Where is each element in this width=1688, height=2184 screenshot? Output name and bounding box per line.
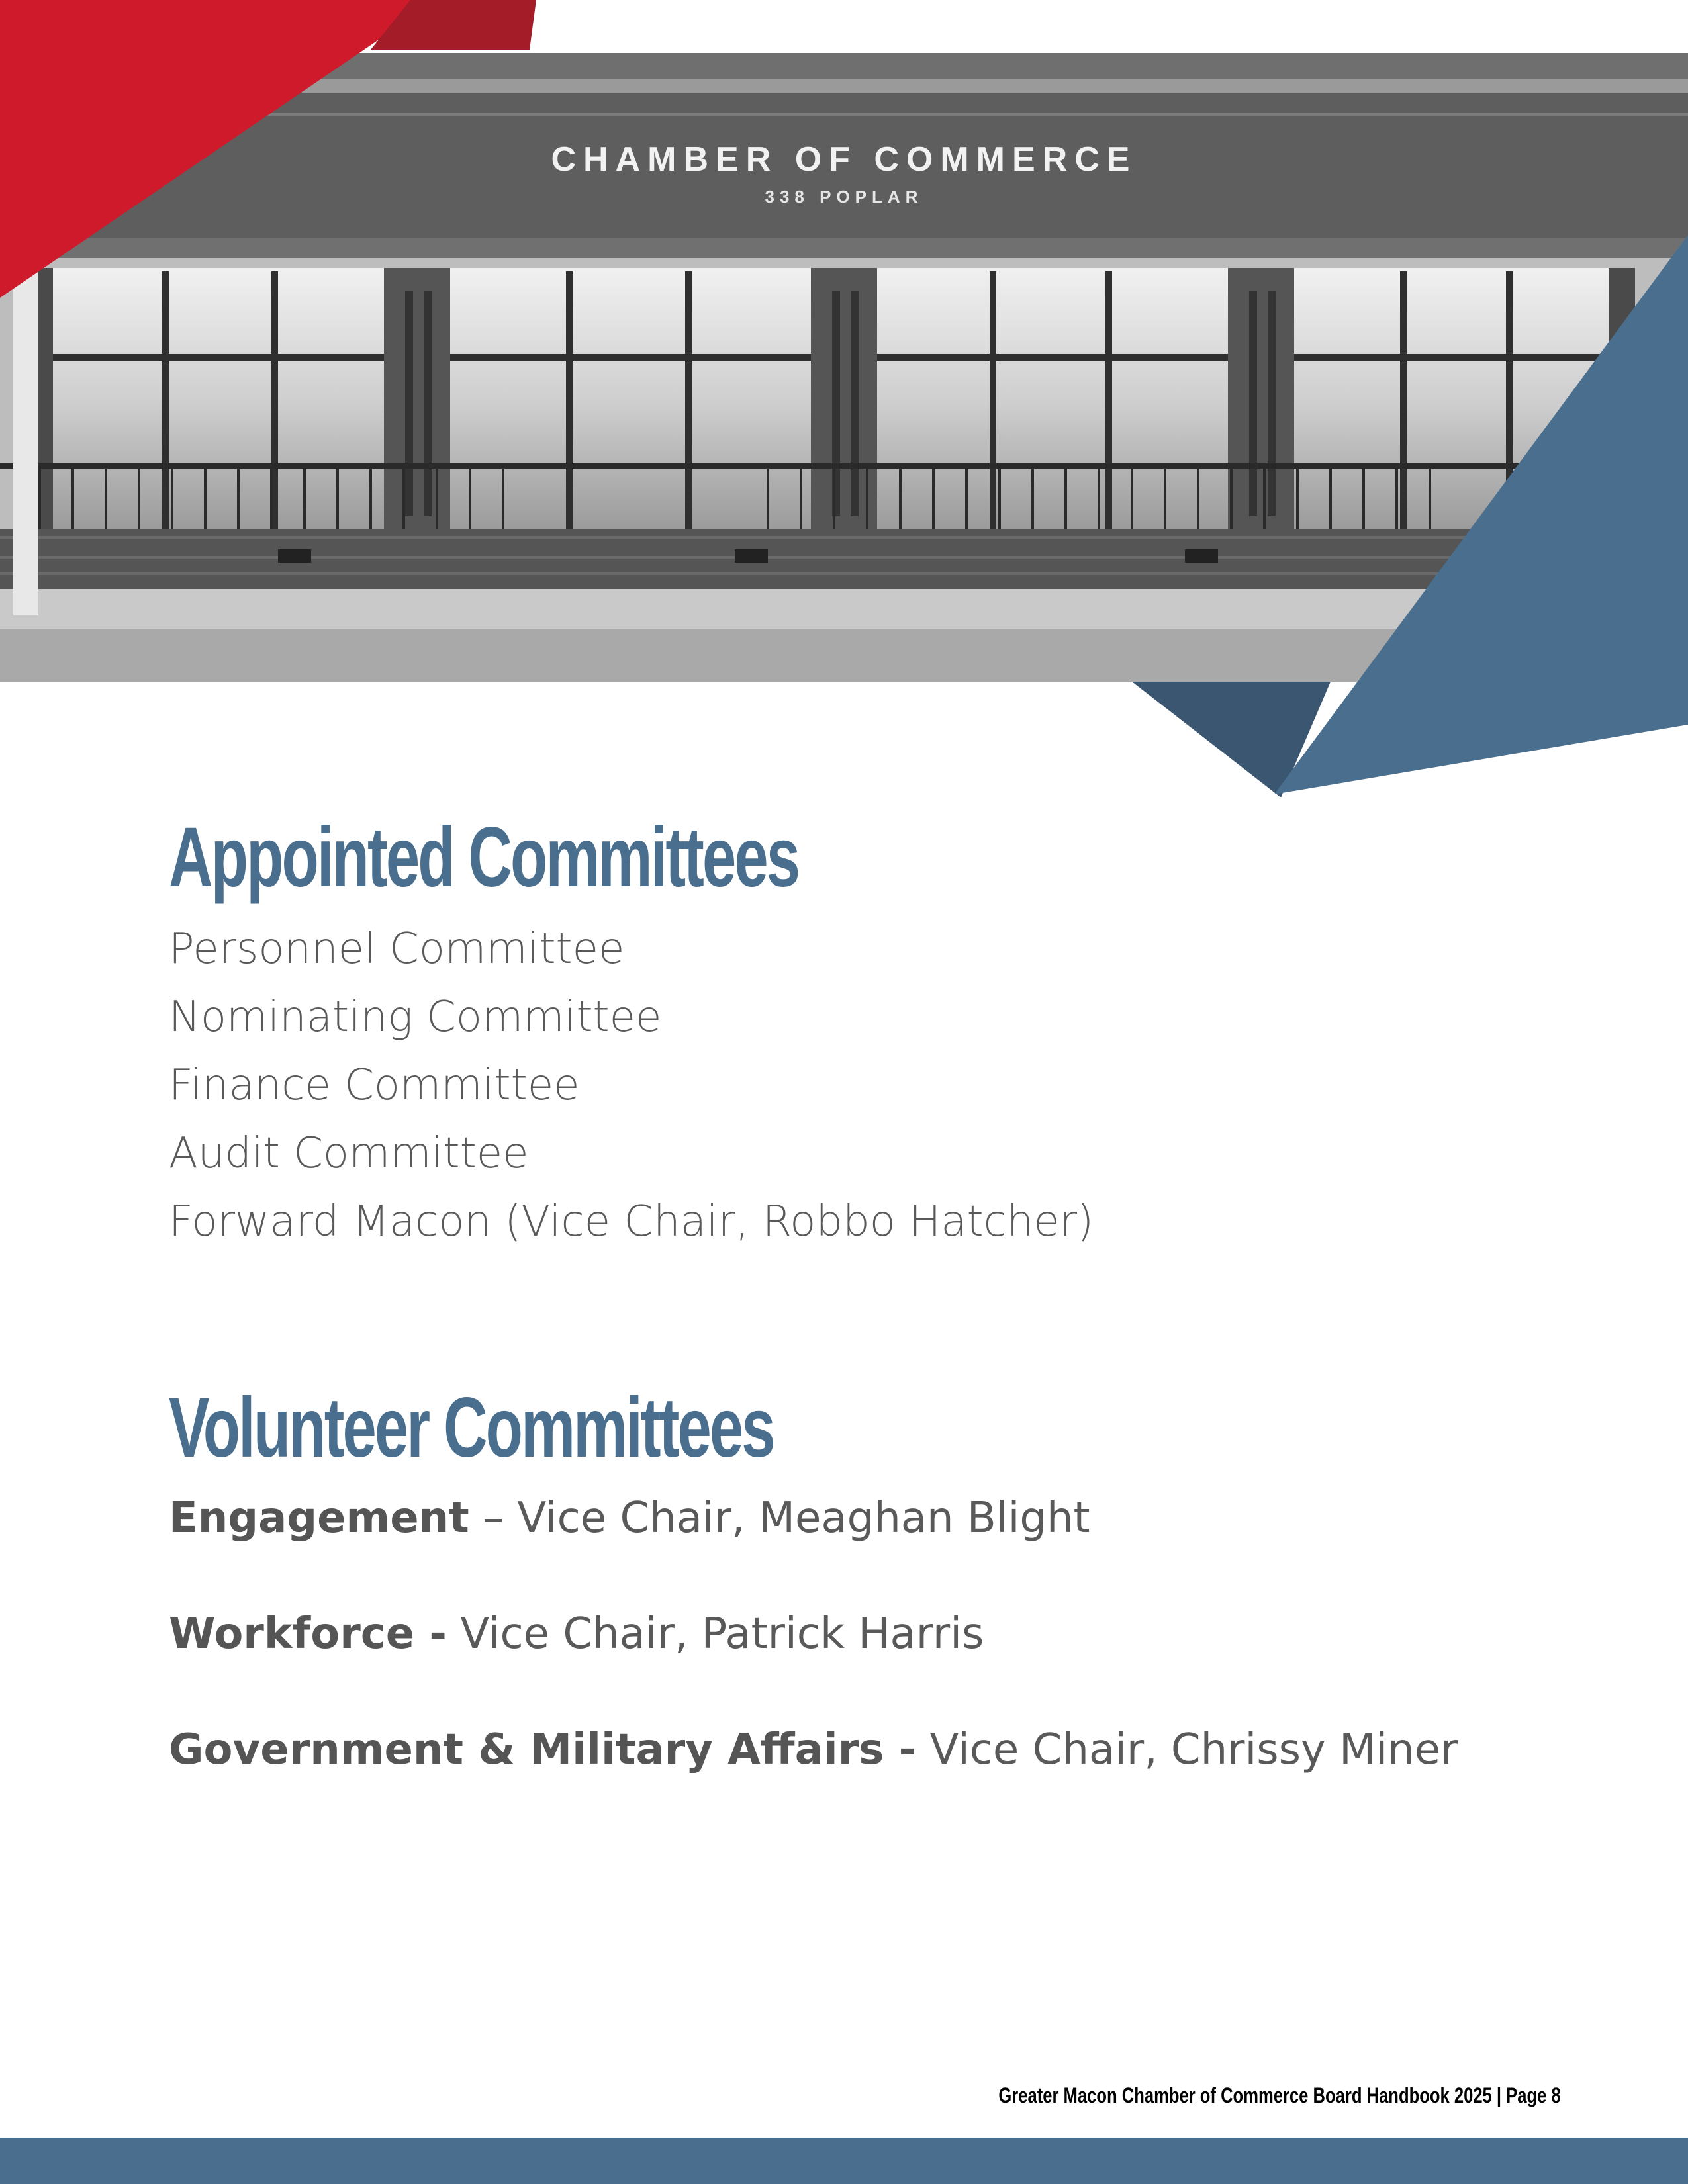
committee-vice-chair: Vice Chair, Chrissy Miner: [916, 1725, 1458, 1774]
appointed-committees-title: Appointed Committees: [169, 810, 799, 905]
list-item: Finance Committee: [169, 1061, 580, 1110]
volunteer-committee-government: [169, 1725, 1458, 1774]
committee-vice-chair: Vice Chair, Patrick Harris: [446, 1610, 984, 1659]
volunteer-committees-title: Volunteer Committees: [169, 1381, 774, 1475]
list-item: Audit Committee: [169, 1129, 529, 1178]
committee-name: Engagement: [169, 1494, 469, 1543]
volunteer-committee-workforce: [169, 1610, 984, 1659]
list-item: Personnel Committee: [169, 925, 625, 974]
sign-address: 338 POPLAR: [765, 187, 923, 206]
page-footer: Greater Macon Chamber of Commerce Board Handbook 2025 | Page 8: [998, 2083, 1561, 2107]
committee-name: Workforce -: [169, 1610, 447, 1659]
sign-title: CHAMBER OF COMMERCE: [551, 140, 1137, 179]
footer-bar: [0, 2138, 1688, 2184]
committee-name: Government & Military Affairs -: [169, 1725, 917, 1774]
list-item: Nominating Committee: [169, 993, 662, 1042]
committee-vice-chair: – Vice Chair, Meaghan Blight: [469, 1494, 1090, 1543]
building-photo: [0, 0, 1688, 801]
header-banner: [0, 0, 1688, 801]
volunteer-committee-engagement: [169, 1494, 1090, 1543]
appointed-committees-list: [169, 915, 1094, 1256]
list-item: Forward Macon (Vice Chair, Robbo Hatcher): [169, 1197, 1094, 1246]
